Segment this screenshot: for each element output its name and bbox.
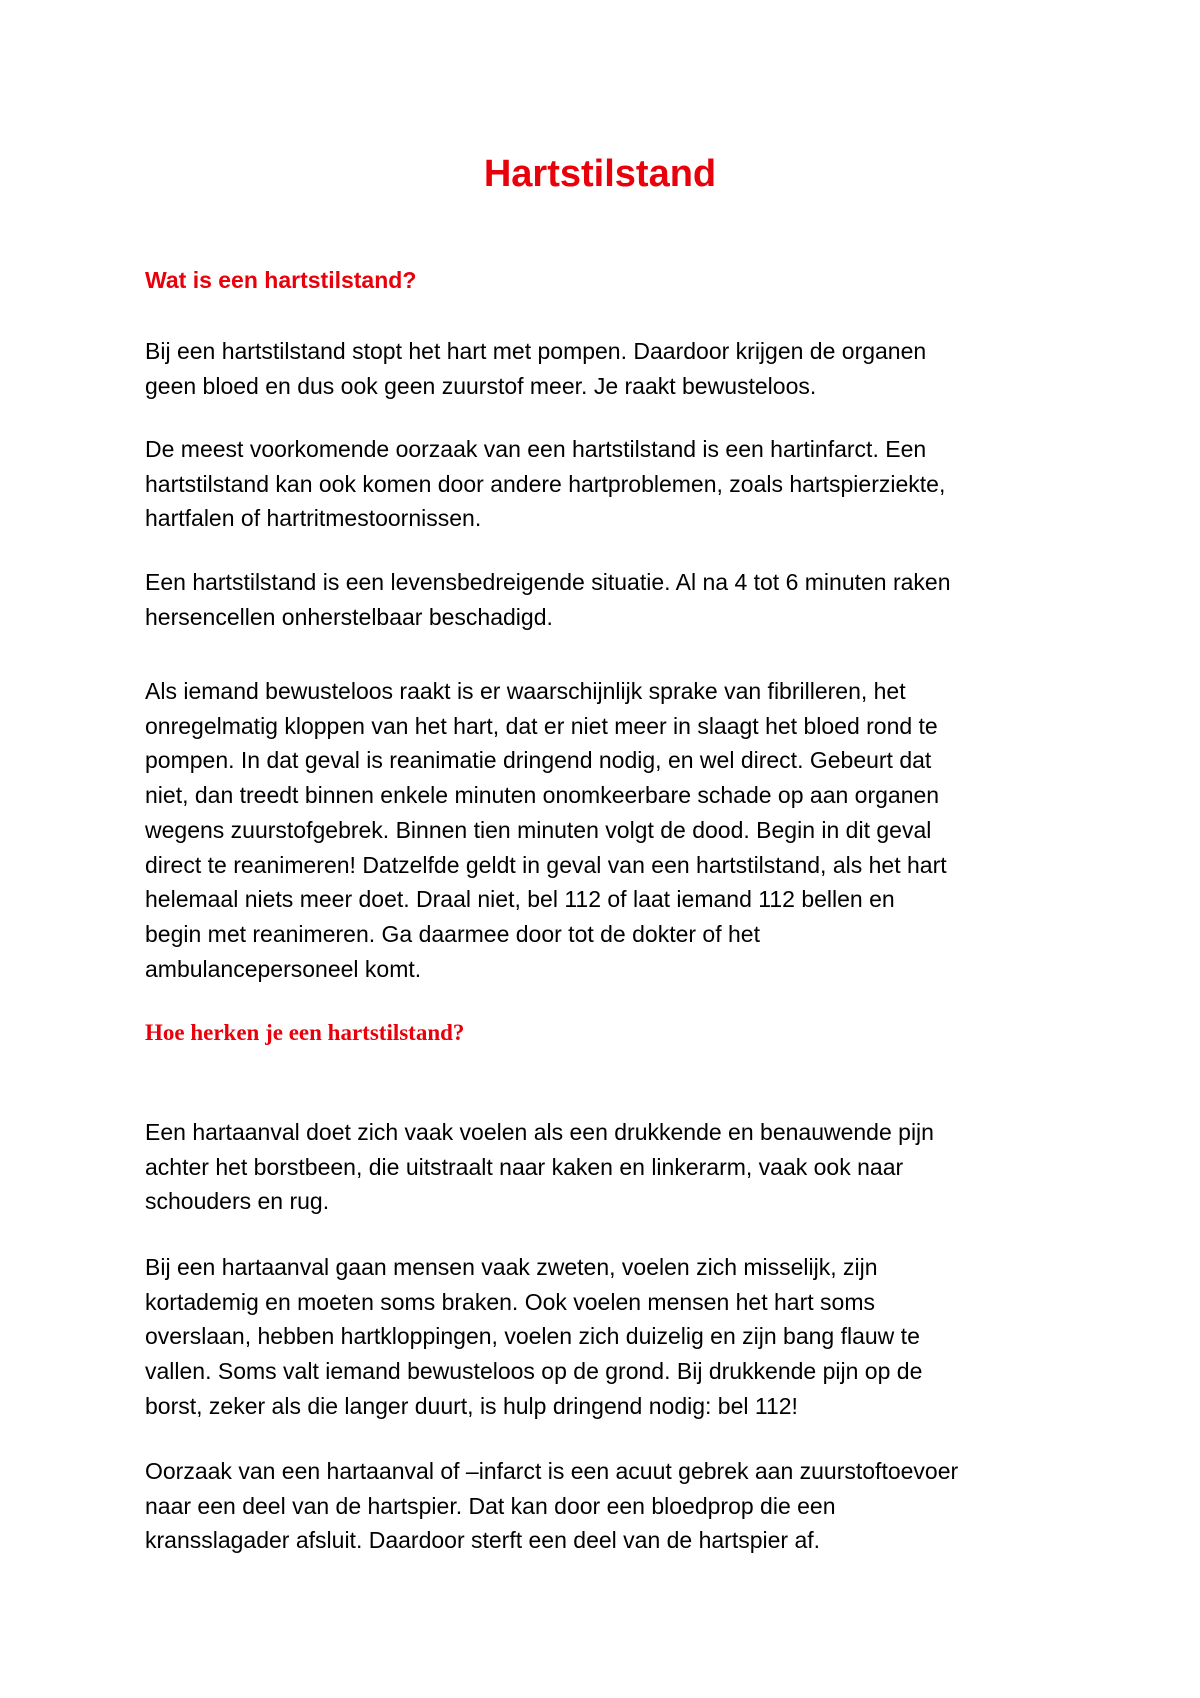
paragraph <box>145 1454 1075 1558</box>
text-line: Een hartaanval doet zich vaak voelen als een drukkende en benauwende pijn <box>145 1119 934 1145</box>
text-line: naar een deel van de hartspier. Dat kan door een bloedprop die een <box>145 1492 836 1519</box>
text-line: Als iemand bewusteloos raakt is er waarschijnlijk sprake van fibrilleren, het <box>145 678 906 704</box>
text-line: schouders en rug. <box>145 1188 330 1215</box>
text-line: ambulancepersoneel komt. <box>145 955 422 982</box>
text-line: Bij een hartstilstand stopt het hart met pompen. Daardoor krijgen de organen <box>145 338 927 364</box>
paragraph <box>145 334 1075 403</box>
text-line: onregelmatig kloppen van het hart, dat er niet meer in slaagt het bloed rond te <box>145 712 938 739</box>
paragraph <box>145 432 1075 536</box>
section-heading-what-is: Wat is een hartstilstand? <box>145 267 417 293</box>
text-line: geen bloed en dus ook geen zuurstof meer. Je raakt bewusteloos. <box>145 372 817 399</box>
paragraph <box>145 565 1075 634</box>
text-line: niet, dan treedt binnen enkele minuten onomkeerbare schade op aan organen <box>145 782 940 809</box>
text-line: pompen. In dat geval is reanimatie dringend nodig, en wel direct. Gebeurt dat <box>145 747 932 774</box>
text-line: helemaal niets meer doet. Draal niet, bel 112 of laat iemand 112 bellen en <box>145 886 895 913</box>
text-line: Een hartstilstand is een levensbedreigende situatie. Al na 4 tot 6 minuten raken <box>145 569 951 595</box>
text-line: vallen. Soms valt iemand bewusteloos op de grond. Bij drukkende pijn op de <box>145 1358 923 1385</box>
text-line: Bij een hartaanval gaan mensen vaak zweten, voelen zich misselijk, zijn <box>145 1254 878 1280</box>
text-line: begin met reanimeren. Ga daarmee door tot de dokter of het <box>145 920 760 947</box>
text-line: achter het borstbeen, die uitstraalt naar kaken en linkerarm, vaak ook naar <box>145 1153 904 1180</box>
section-heading-how-recognize: Hoe herken je een hartstilstand? <box>145 1020 465 1045</box>
text-line: kransslagader afsluit. Daardoor sterft een deel van de hartspier af. <box>145 1527 821 1554</box>
text-line: direct te reanimeren! Datzelfde geldt in geval van een hartstilstand, als het hart <box>145 851 947 878</box>
text-line: hersencellen onherstelbaar beschadigd. <box>145 603 553 630</box>
text-line: hartstilstand kan ook komen door andere hartproblemen, zoals hartspierziekte, <box>145 470 946 497</box>
text-line: Oorzaak van een hartaanval of –infarct is een acuut gebrek aan zuurstoftoevoer <box>145 1458 959 1484</box>
document-title: Hartstilstand <box>483 153 717 195</box>
paragraph <box>145 674 1075 986</box>
text-line: wegens zuurstofgebrek. Binnen tien minuten volgt de dood. Begin in dit geval <box>145 816 932 843</box>
text-line: hartfalen of hartritmestoornissen. <box>145 505 482 532</box>
paragraph <box>145 1250 1075 1424</box>
text-line: De meest voorkomende oorzaak van een hartstilstand is een hartinfarct. Een <box>145 436 927 462</box>
text-line: overslaan, hebben hartkloppingen, voelen zich duizelig en zijn bang flauw te <box>145 1323 920 1350</box>
text-line: kortademig en moeten soms braken. Ook voelen mensen het hart soms <box>145 1288 875 1315</box>
paragraph <box>145 1115 1075 1219</box>
text-line: borst, zeker als die langer duurt, is hulp dringend nodig: bel 112! <box>145 1392 798 1419</box>
